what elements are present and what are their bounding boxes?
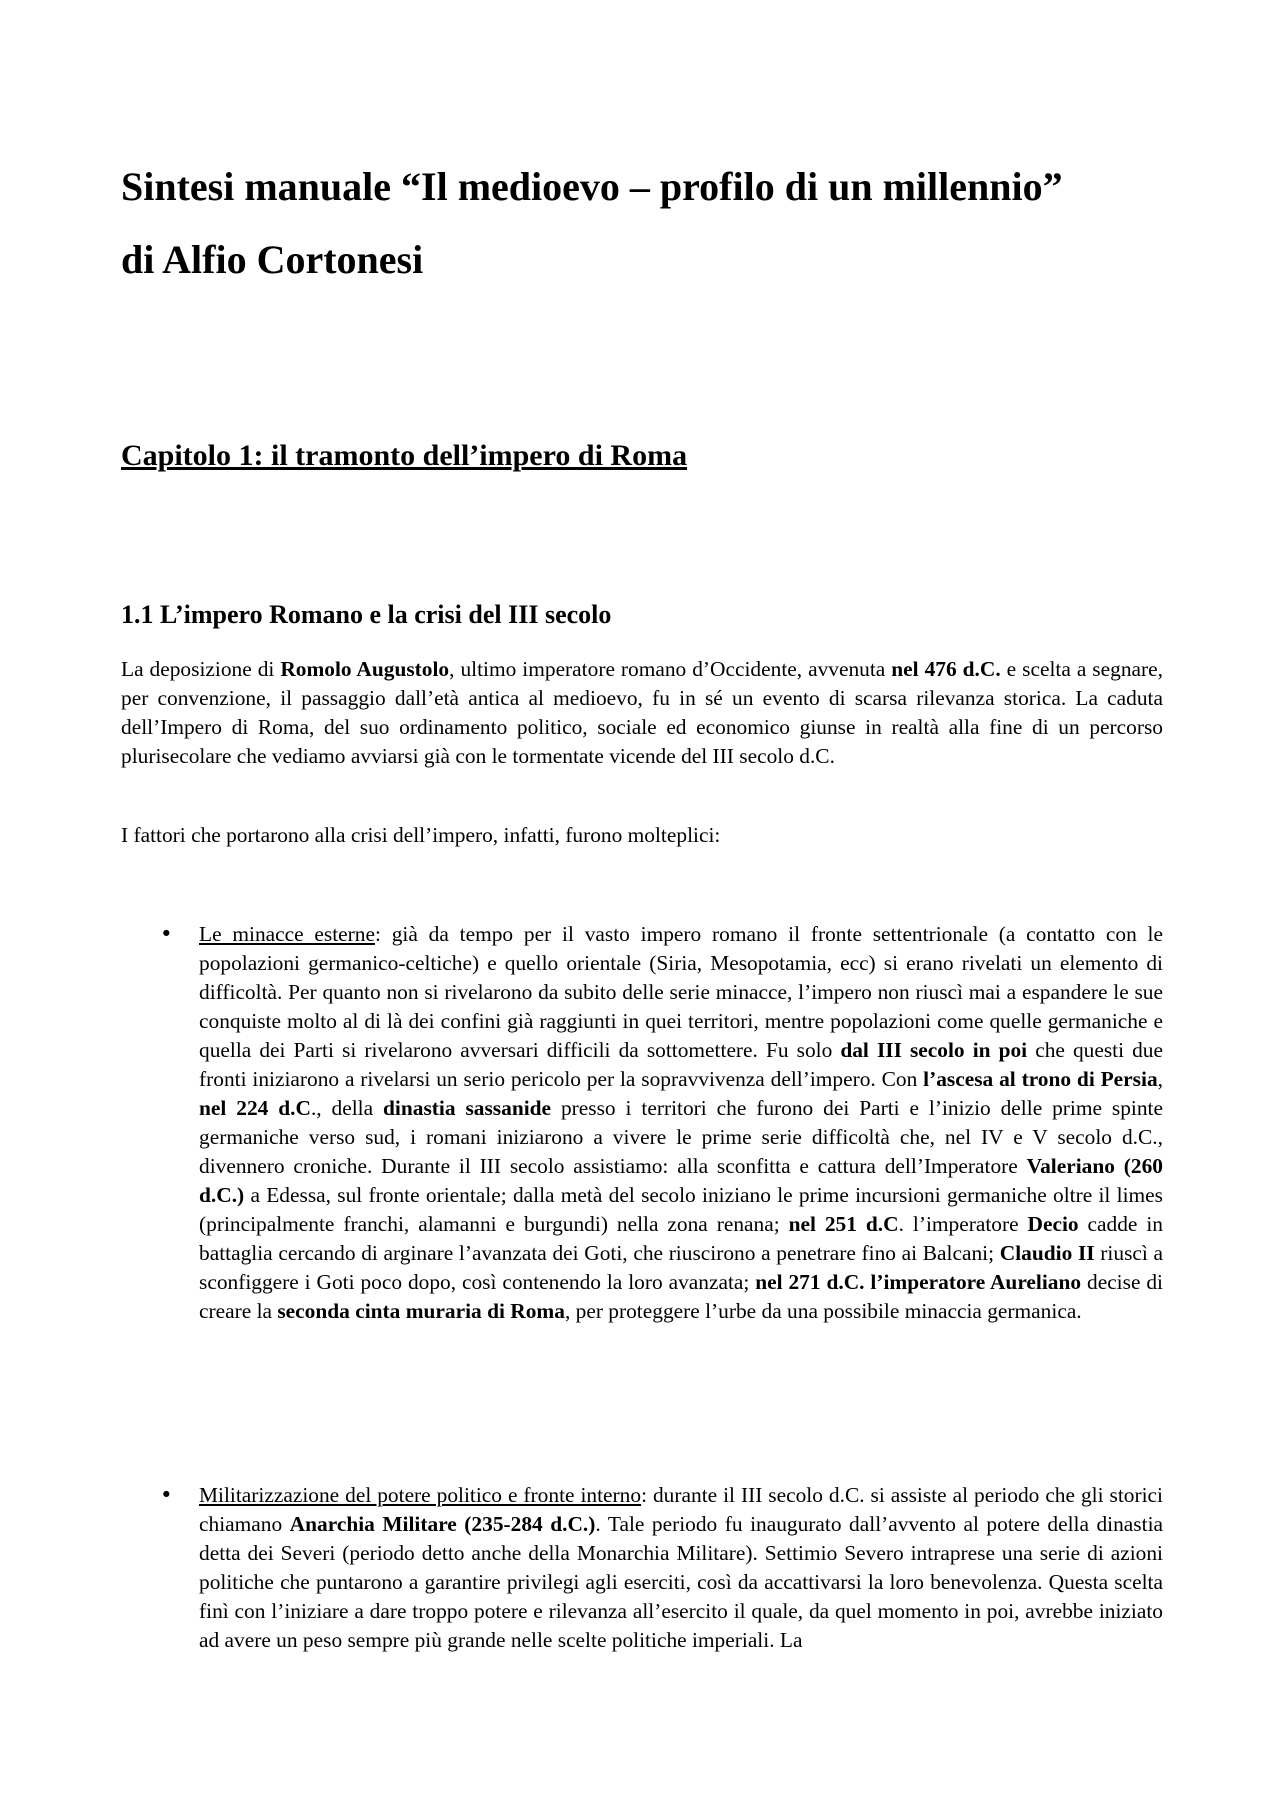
bullet-text: , per proteggere l’urbe da una possibile minaccia germanica. — [564, 1299, 1082, 1323]
bullet-bold: Claudio II — [999, 1241, 1095, 1265]
document-title — [121, 150, 1171, 296]
bullet-text: che questi due fronti iniziarono a rivelarsi un serio pericolo per la sopravvivenza dell’impero. Con — [199, 1038, 1163, 1091]
bullet-bold: dinastia sassanide — [383, 1096, 552, 1120]
bullet-bold: Valeriano (260 d.C.) — [199, 1154, 1163, 1207]
bullet-bold: l’ascesa al trono di Persia — [923, 1067, 1158, 1091]
bullet-external-threats — [199, 920, 1163, 1326]
bullet-militarization — [199, 1481, 1163, 1655]
bullet-bold: Anarchia Militare (235-284 d.C.) — [289, 1512, 596, 1536]
bullet-bold: seconda cinta muraria di Roma — [277, 1299, 565, 1323]
intro-text-2: , ultimo imperatore romano d’Occidente, avvenuta — [449, 657, 892, 681]
intro-bold-date: nel 476 d.C. — [891, 657, 1001, 681]
bullet-text: : durante il III secolo d.C. si assiste al periodo che gli storici chiamano — [199, 1483, 1163, 1536]
bullet-text: ., della — [310, 1096, 384, 1120]
title-line-2: di Alfio Cortonesi — [121, 237, 424, 282]
bullet-text: presso i territori che furono dei Parti e l’inizio delle prime spinte germaniche verso sud, i romani iniziarono a vivere le prime serie difficoltà che, nel IV e V secolo d.C., divennero croniche. Durante il III secolo assistiamo: alla sconfitta e cattura dell’Imperatore — [199, 1096, 1163, 1178]
intro-text-1: La deposizione di — [121, 657, 281, 681]
bullet-marker: • — [160, 922, 173, 947]
chapter-heading: Capitolo 1: il tramonto dell’impero di Roma — [121, 439, 688, 472]
factors-intro-paragraph: I fattori che portarono alla crisi dell’impero, infatti, furono molteplici: — [121, 823, 721, 847]
bullet-label: Militarizzazione del potere politico e fronte interno — [199, 1483, 642, 1507]
bullet-text: . l’imperatore — [898, 1212, 1028, 1236]
bullet-label: Le minacce esterne — [199, 922, 375, 946]
bullet-text: riuscì a sconfiggere i Goti poco dopo, così contenendo la loro avanzata; — [199, 1241, 1164, 1294]
bullet-text: , — [1157, 1067, 1163, 1091]
intro-bold-romolo: Romolo Augustolo — [280, 657, 450, 681]
bullet-text: : già da tempo per il vasto impero romano il fronte settentrionale (a contatto con le popolazioni germanico-celtiche) e quello orientale (Siria, Mesopotamia, ecc) si erano rivelati un elemento di difficoltà. Per quanto non si rivelarono da subito delle serie minacce, l’impero non riuscì mai a espandere le sue conquiste molto al di là dei confini già raggiunti in quei territori, mentre popolazioni come quelle germaniche e quella dei Parti si rivelarono avversari difficili da sottomettere. Fu solo — [199, 922, 1163, 1062]
bullet-bold: nel 224 d.C — [199, 1096, 311, 1120]
intro-text-3: e scelta a segnare, per convenzione, il passaggio dall’età antica al medioevo, fu in sé un evento di scarsa rilevanza storica. La caduta dell’Impero di Roma, del suo ordinamento politico, sociale ed economico giunse in realtà alla fine di un percorso plurisecolare che vediamo avviarsi già con le tormentate vicende del III secolo d.C. — [121, 657, 1163, 768]
bullet-text: decise di creare la — [199, 1270, 1163, 1323]
bullet-text: . Tale periodo fu inaugurato dall’avvento al potere della dinastia detta dei Severi (periodo detto anche della Monarchia Militare). Settimio Severo intraprese una serie di azioni politiche che puntarono a garantire privilegi agli eserciti, così da accattivarsi la loro benevolenza. Questa scelta finì con l’iniziare a dare troppo potere e rilevanza all’esercito il quale, da quel momento in poi, avrebbe iniziato ad avere un peso sempre più grande nelle scelte politiche imperiali. La — [199, 1512, 1164, 1652]
bullet-bold: nel 271 d.C. l’imperatore Aureliano — [755, 1270, 1082, 1294]
bullet-text: a Edessa, sul fronte orientale; dalla metà del secolo iniziano le prime incursioni germaniche oltre il limes (principalmente franchi, alamanni e burgundi) nella zona renana; — [199, 1183, 1163, 1236]
bullet-bold: dal III secolo in poi — [840, 1038, 1028, 1062]
bullet-text: cadde in battaglia cercando di arginare l’avanzata dei Goti, che riuscirono a penetrare fino ai Balcani; — [199, 1212, 1163, 1265]
bullet-bold: Decio — [1027, 1212, 1079, 1236]
title-line-1: Sintesi manuale “Il medioevo – profilo di un millennio” — [121, 164, 1063, 209]
bullet-bold: nel 251 d.C — [788, 1212, 899, 1236]
section-heading: 1.1 L’impero Romano e la crisi del III secolo — [121, 600, 612, 629]
intro-paragraph — [121, 655, 1163, 771]
bullet-marker: • — [160, 1483, 173, 1508]
